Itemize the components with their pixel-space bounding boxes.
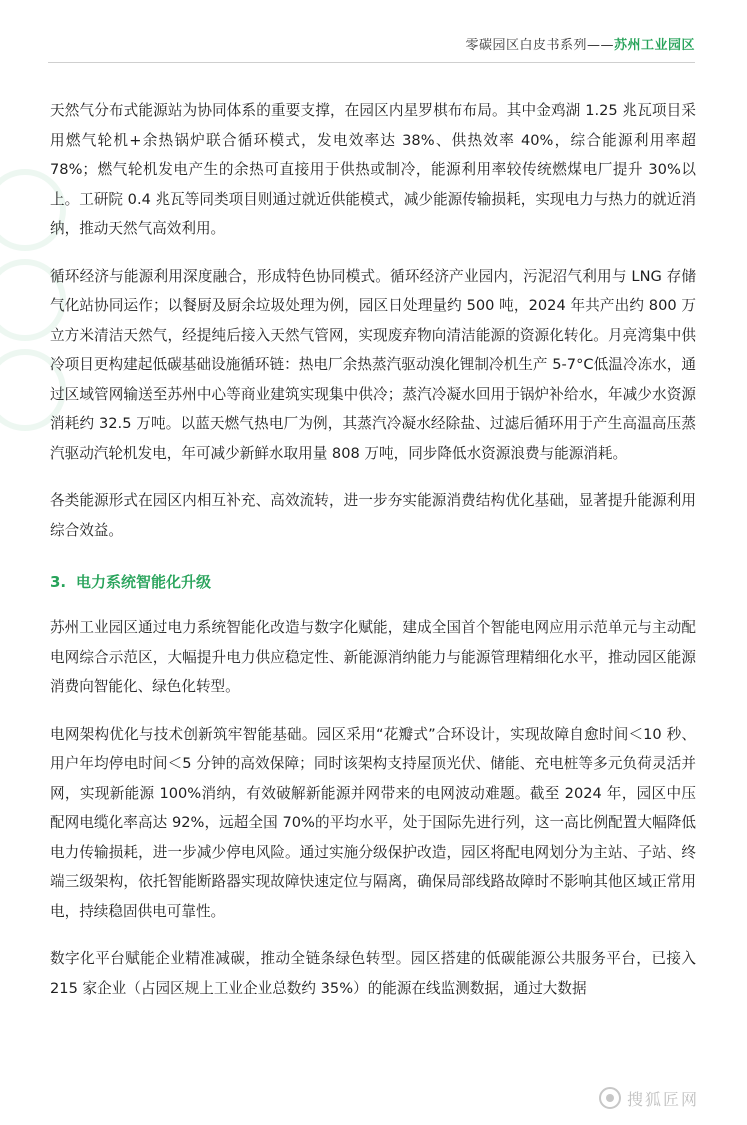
paragraph-circular-economy: 循环经济与能源利用深度融合，形成特色协同模式。循环经济产业园内，污泥沼气利用与 LNG 存储气化站协同运作；以餐厨及厨余垃圾处理为例，园区日处理量约 500 吨，2024 年共产出约 800 万立方米清洁天然气，经提纯后接入天然气管网，实现废弃物向清洁能源的资源化转化。月亮湾集中供冷项目更构建起低碳基础设施循环链：热电厂余热蒸汽驱动溴化锂制冷机生产 5-7°C低温冷冻水，通过区域管网输送至苏州中心等商业建筑实现集中供冷；蒸汽冷凝水回用于锅炉补给水，年减少水资源消耗约 32.5 万吨。以蓝天燃气热电厂为例，其蒸汽冷凝水经除盐、过滤后循环用于产生高温高压蒸汽驱动汽轮机发电，年可减少新鲜水取用量 808 万吨，同步降低水资源浪费与能源消耗。 [50, 267, 696, 462]
watermark-logo-icon [599, 1087, 621, 1109]
section-heading [50, 571, 696, 593]
document-body [50, 96, 696, 1021]
header-park-name: 苏州工业园区 [613, 38, 695, 53]
page-header [465, 34, 695, 53]
paragraph-digital-platform: 数字化平台赋能企业精准减碳，推动全链条绿色转型。园区搭建的低碳能源公共服务平台，已接入 215 家企业（占园区规上工业企业总数约 35%）的能源在线监测数据，通过大数据 [50, 950, 696, 997]
section-number: 3. [50, 573, 67, 591]
header-divider [48, 62, 695, 63]
watermark-text: 搜狐匠网 [627, 1089, 700, 1109]
header-series-title: 零碳园区白皮书系列—— [465, 38, 614, 53]
paragraph-energy-complement: 各类能源形式在园区内相互补充、高效流转，进一步夯实能源消费结构优化基础，显著提升能源利用综合效益。 [50, 492, 696, 539]
paragraph-smart-grid-intro: 苏州工业园区通过电力系统智能化改造与数字化赋能，建成全国首个智能电网应用示范单元与主动配电网综合示范区，大幅提升电力供应稳定性、新能源消纳能力与能源管理精细化水平，推动园区能源消费向智能化、绿色化转型。 [50, 619, 696, 695]
paragraph-gas-distributed-energy: 天然气分布式能源站为协同体系的重要支撑，在园区内星罗棋布布局。其中金鸡湖 1.25 兆瓦项目采用燃气轮机+余热锅炉联合循环模式，发电效率达 38%、供热效率 40%，综合能源利用率超 78%；燃气轮机发电产生的余热可直接用于供热或制冷，能源利用率较传统燃煤电厂提升 30%以上。工研院 0.4 兆瓦等同类项目则通过就近供能模式，减少能源传输损耗，实现电力与热力的就近消纳，推动天然气高效利用。 [50, 102, 696, 237]
paragraph-grid-architecture: 电网架构优化与技术创新筑牢智能基础。园区采用“花瓣式”合环设计，实现故障自愈时间＜10 秒、用户年均停电时间＜5 分钟的高效保障；同时该架构支持屋顶光伏、储能、充电桩等多元负荷灵活并网，实现新能源 100%消纳，有效破解新能源并网带来的电网波动难题。截至 2024 年，园区中压配网电缆化率高达 92%，远超全国 70%的平均水平，处于国际先进行列，这一高比例配置大幅降低电力传输损耗，进一步减少停电风险。通过实施分级保护改造，园区将配电网划分为主站、子站、终端三级架构，依托智能断路器实现故障快速定位与隔离，确保局部线路故障时不影响其他区域正常用电，持续稳固供电可靠性。 [50, 725, 696, 920]
bottom-watermark [599, 1083, 729, 1113]
section-title: 电力系统智能化升级 [76, 573, 212, 591]
